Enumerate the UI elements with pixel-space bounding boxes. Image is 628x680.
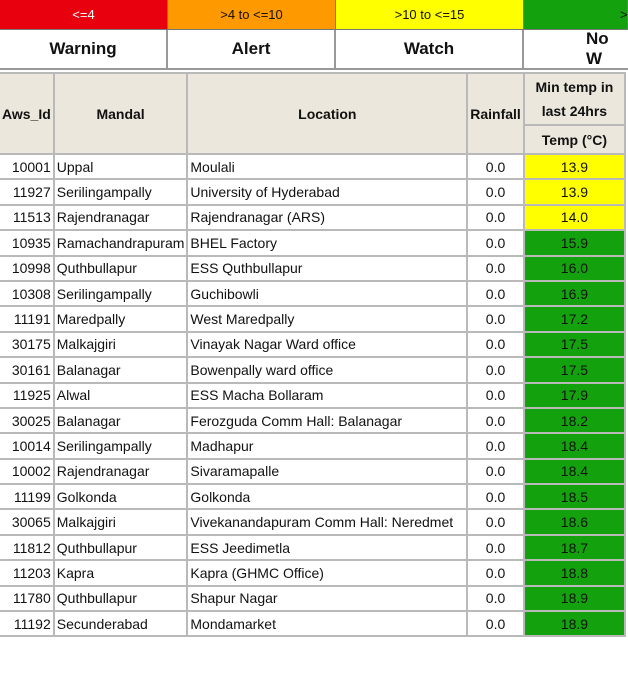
cell-mandal: Quthbullapur — [54, 586, 188, 611]
cell-temp: 18.9 — [524, 611, 625, 636]
table-row — [0, 484, 625, 509]
cell-rainfall: 0.0 — [467, 484, 524, 509]
cell-aws-id: 30065 — [0, 509, 54, 534]
table-row — [0, 586, 625, 611]
cell-temp: 17.5 — [524, 332, 625, 357]
cell-location: ESS Macha Bollaram — [187, 383, 467, 408]
cell-aws-id: 11780 — [0, 586, 54, 611]
cell-temp: 18.6 — [524, 509, 625, 534]
cell-location: BHEL Factory — [187, 230, 467, 255]
cell-aws-id: 10014 — [0, 433, 54, 458]
table-row — [0, 509, 625, 534]
cell-mandal: Ramachandrapuram — [54, 230, 188, 255]
cell-temp: 18.4 — [524, 433, 625, 458]
cell-mandal: Serilingampally — [54, 281, 188, 306]
cell-rainfall: 0.0 — [467, 179, 524, 204]
cell-temp: 14.0 — [524, 205, 625, 230]
header-temp: Temp (°C) — [524, 125, 625, 154]
cell-location: Kapra (GHMC Office) — [187, 560, 467, 585]
temperature-table — [0, 72, 626, 637]
cell-location: West Maredpally — [187, 306, 467, 331]
cell-location: Sivaramapalle — [187, 459, 467, 484]
cell-temp: 18.5 — [524, 484, 625, 509]
cell-aws-id: 30161 — [0, 357, 54, 382]
cell-temp: 17.9 — [524, 383, 625, 408]
cell-rainfall: 0.0 — [467, 408, 524, 433]
table-row — [0, 383, 625, 408]
cell-temp: 16.9 — [524, 281, 625, 306]
cell-temp: 16.0 — [524, 256, 625, 281]
cell-aws-id: 30025 — [0, 408, 54, 433]
cell-mandal: Rajendranagar — [54, 459, 188, 484]
cell-rainfall: 0.0 — [467, 205, 524, 230]
cell-location: Vivekanandapuram Comm Hall: Neredmet — [187, 509, 467, 534]
cell-aws-id: 10001 — [0, 154, 54, 179]
header-min-temp-group: Min temp in last 24hrs — [524, 73, 625, 125]
cell-aws-id: 10935 — [0, 230, 54, 255]
table-row — [0, 560, 625, 585]
cell-mandal: Malkajgiri — [54, 332, 188, 357]
header-aws-id: Aws_Id — [0, 73, 54, 154]
cell-rainfall: 0.0 — [467, 459, 524, 484]
cell-location: Vinayak Nagar Ward office — [187, 332, 467, 357]
cell-temp: 18.2 — [524, 408, 625, 433]
cell-aws-id: 11812 — [0, 535, 54, 560]
cell-location: ESS Jeedimetla — [187, 535, 467, 560]
cell-rainfall: 0.0 — [467, 306, 524, 331]
cell-temp: 18.8 — [524, 560, 625, 585]
cell-temp: 18.4 — [524, 459, 625, 484]
cell-rainfall: 0.0 — [467, 383, 524, 408]
cell-rainfall: 0.0 — [467, 332, 524, 357]
cell-mandal: Rajendranagar — [54, 205, 188, 230]
cell-rainfall: 0.0 — [467, 154, 524, 179]
cell-temp: 15.9 — [524, 230, 625, 255]
cell-mandal: Balanagar — [54, 408, 188, 433]
cell-aws-id: 10308 — [0, 281, 54, 306]
cell-rainfall: 0.0 — [467, 611, 524, 636]
cell-mandal: Quthbullapur — [54, 256, 188, 281]
cell-aws-id: 11192 — [0, 611, 54, 636]
cell-aws-id: 10002 — [0, 459, 54, 484]
cell-rainfall: 0.0 — [467, 281, 524, 306]
header-location: Location — [187, 73, 467, 154]
table-row — [0, 459, 625, 484]
cell-location: Moulali — [187, 154, 467, 179]
cell-temp: 18.9 — [524, 586, 625, 611]
table-row — [0, 230, 625, 255]
table-row — [0, 535, 625, 560]
cell-mandal: Uppal — [54, 154, 188, 179]
cell-rainfall: 0.0 — [467, 586, 524, 611]
cell-aws-id: 11203 — [0, 560, 54, 585]
table-row — [0, 357, 625, 382]
table-row — [0, 306, 625, 331]
table-row — [0, 179, 625, 204]
cell-aws-id: 10998 — [0, 256, 54, 281]
cell-rainfall: 0.0 — [467, 256, 524, 281]
cell-temp: 13.9 — [524, 154, 625, 179]
cell-mandal: Quthbullapur — [54, 535, 188, 560]
cell-location: Bowenpally ward office — [187, 357, 467, 382]
cell-temp: 13.9 — [524, 179, 625, 204]
legend-label-no-warning: No W — [524, 30, 628, 70]
legend-range-no-warning: > — [524, 0, 628, 30]
cell-mandal: Secunderabad — [54, 611, 188, 636]
legend-range-warning: <=4 — [0, 0, 168, 30]
cell-aws-id: 30175 — [0, 332, 54, 357]
cell-rainfall: 0.0 — [467, 433, 524, 458]
cell-location: Guchibowli — [187, 281, 467, 306]
table-row — [0, 256, 625, 281]
cell-aws-id: 11927 — [0, 179, 54, 204]
cell-rainfall: 0.0 — [467, 509, 524, 534]
cell-mandal: Maredpally — [54, 306, 188, 331]
cell-location: University of Hyderabad — [187, 179, 467, 204]
cell-location: ESS Quthbullapur — [187, 256, 467, 281]
cell-rainfall: 0.0 — [467, 230, 524, 255]
cell-mandal: Serilingampally — [54, 433, 188, 458]
cell-aws-id: 11513 — [0, 205, 54, 230]
table-row — [0, 281, 625, 306]
table-row — [0, 332, 625, 357]
legend-label-warning: Warning — [0, 30, 168, 70]
cell-aws-id: 11199 — [0, 484, 54, 509]
cell-temp: 17.5 — [524, 357, 625, 382]
cell-mandal: Balanagar — [54, 357, 188, 382]
cell-location: Ferozguda Comm Hall: Balanagar — [187, 408, 467, 433]
cell-mandal: Alwal — [54, 383, 188, 408]
cell-mandal: Serilingampally — [54, 179, 188, 204]
cell-temp: 17.2 — [524, 306, 625, 331]
table-row — [0, 154, 625, 179]
cell-aws-id: 11191 — [0, 306, 54, 331]
header-rainfall: Rainfall — [467, 73, 524, 154]
cell-rainfall: 0.0 — [467, 357, 524, 382]
cell-aws-id: 11925 — [0, 383, 54, 408]
cell-location: Madhapur — [187, 433, 467, 458]
legend-label-watch: Watch — [336, 30, 524, 70]
cell-rainfall: 0.0 — [467, 535, 524, 560]
cell-location: Shapur Nagar — [187, 586, 467, 611]
cell-mandal: Kapra — [54, 560, 188, 585]
cell-mandal: Malkajgiri — [54, 509, 188, 534]
table-row — [0, 611, 625, 636]
legend-range-watch: >10 to <=15 — [336, 0, 524, 30]
cell-temp: 18.7 — [524, 535, 625, 560]
cell-mandal: Golkonda — [54, 484, 188, 509]
cell-location: Rajendranagar (ARS) — [187, 205, 467, 230]
legend-label-alert: Alert — [168, 30, 336, 70]
cell-location: Mondamarket — [187, 611, 467, 636]
table-row — [0, 205, 625, 230]
table-row — [0, 433, 625, 458]
legend-range-alert: >4 to <=10 — [168, 0, 336, 30]
header-mandal: Mandal — [54, 73, 188, 154]
table-row — [0, 408, 625, 433]
cell-location: Golkonda — [187, 484, 467, 509]
cell-rainfall: 0.0 — [467, 560, 524, 585]
